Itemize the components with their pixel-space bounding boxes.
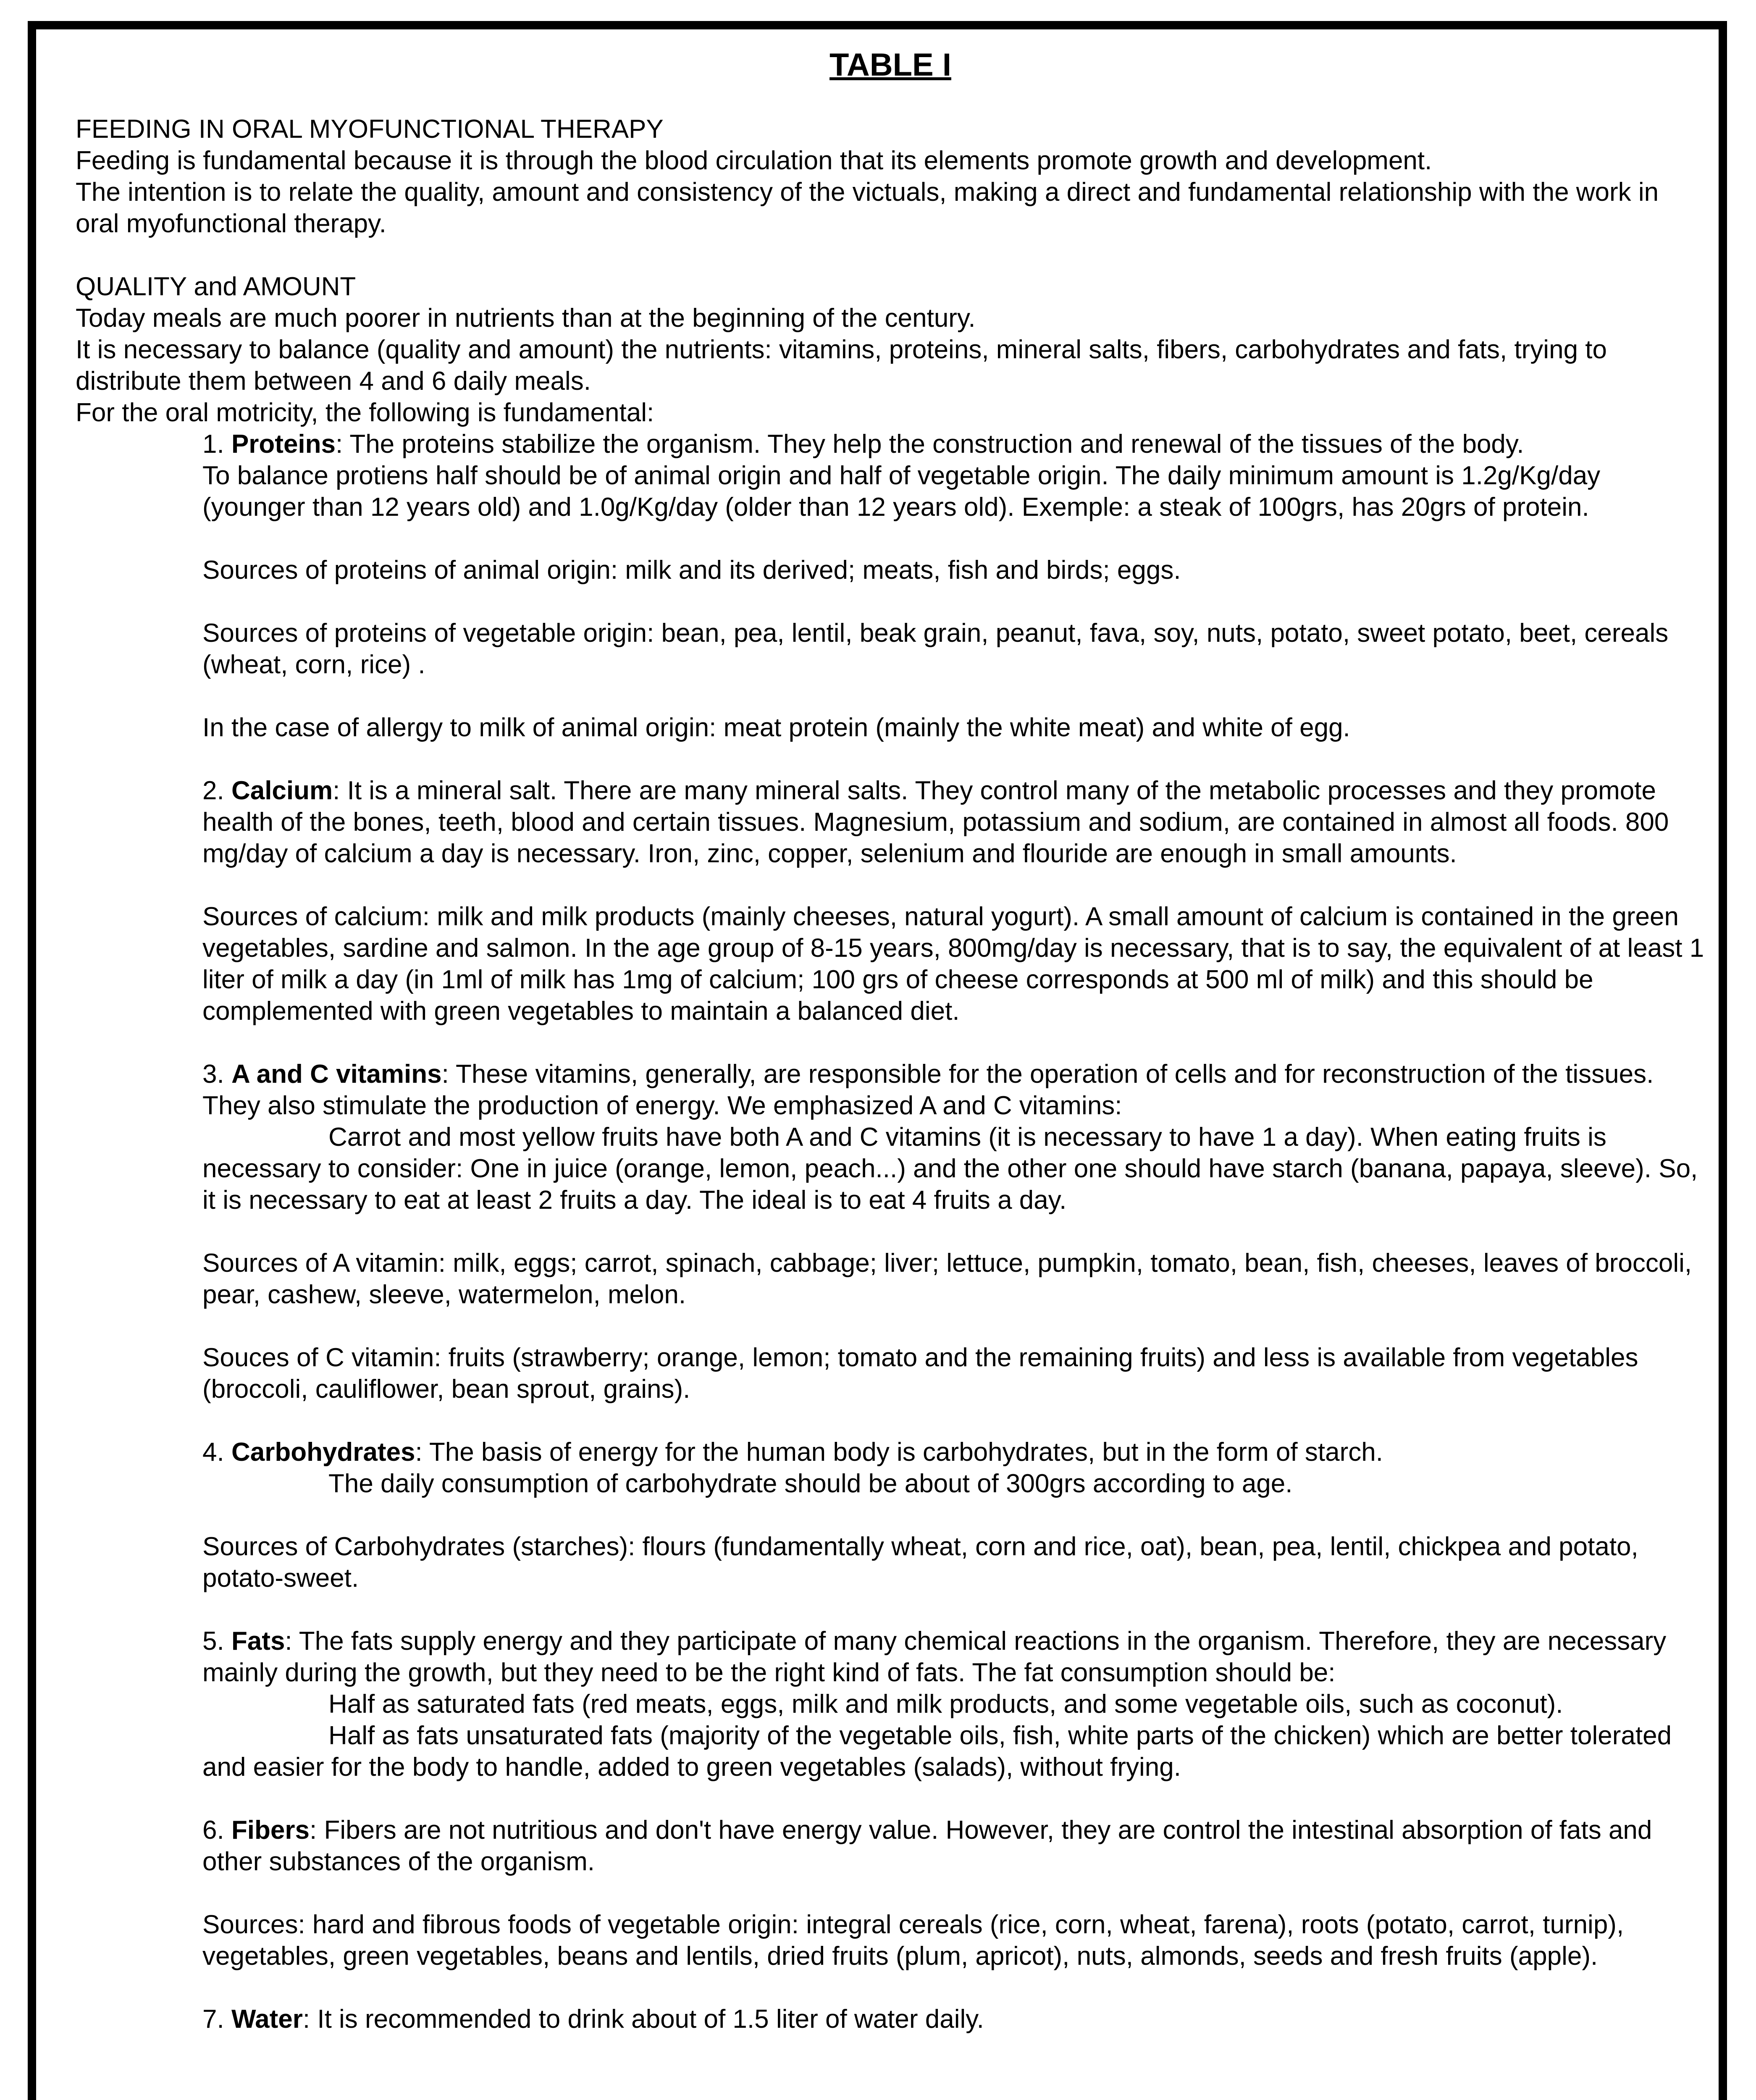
- item-paragraph: Carrot and most yellow fruits have both A and C vitamins (it is necessary to have 1 a day). When eating fruits is necessary to consider: One in juice (orange, lemon, peach...) and the other one should have starch (banana, papaya, sleeve). So, it is necessary to eat at least 2 fruits a day. The ideal is to eat 4 fruits a day.: [202, 1123, 1698, 1215]
- item-paragraph: The daily consumption of carbohydrate should be about of 300grs according to age.: [328, 1469, 1293, 1498]
- item-label: Fats: [231, 1627, 285, 1656]
- section-heading-quality: QUALITY and AMOUNT: [76, 272, 356, 301]
- page-title: TABLE I: [829, 47, 951, 83]
- item-calcium: 2. Calcium: It is a mineral salt. There are many mineral salts. They control many of the metabolic processes and they promote health of the bones, teeth, blood and certain tissues. Magnesium, potassium and sodium, are contained in almost all foods. 800 mg/day of calcium a day is necessary. Iron, zinc, copper, selenium and flouride are enough in small amounts.: [202, 776, 1669, 868]
- item-paragraph: Sources of proteins of vegetable origin: bean, pea, lentil, beak grain, peanut, fava, soy, nuts, potato, sweet potato, beet, cereals (wheat, corn, rice) .: [202, 619, 1669, 679]
- item-vitamins: 3. A and C vitamins: These vitamins, generally, are responsible for the operation of cells and for reconstruction of the tissues. They also stimulate the production of energy. We emphasized A and C vitamins:: [202, 1060, 1654, 1120]
- item-fats: 5. Fats: The fats supply energy and they participate of many chemical reactions in the organism. Therefore, they are necessary mainly during the growth, but they need to be the right kind of fats. The fat consumption should be:: [202, 1627, 1667, 1687]
- item-water: 7. Water: It is recommended to drink about of 1.5 liter of water daily.: [202, 2005, 984, 2034]
- quality-paragraph: For the oral motricity, the following is fundamental:: [76, 398, 654, 427]
- item-label: Water: [231, 2005, 303, 2034]
- quality-paragraph: It is necessary to balance (quality and amount) the nutrients: vitamins, proteins, mineral salts, fibers, carbohydrates and fats, trying to distribute them between 4 and 6 daily meals.: [76, 335, 1607, 396]
- item-label: A and C vitamins: [231, 1060, 442, 1089]
- item-label: Calcium: [231, 776, 333, 805]
- section-heading-feeding: FEEDING IN ORAL MYOFUNCTIONAL THERAPY: [76, 115, 664, 144]
- item-paragraph: Sources of A vitamin: milk, eggs; carrot, spinach, cabbage; liver; lettuce, pumpkin, tomato, bean, fish, cheeses, leaves of broccoli, pear, cashew, sleeve, watermelon, melon.: [202, 1249, 1692, 1309]
- item-paragraph: Sources of Carbohydrates (starches): flours (fundamentally wheat, corn and rice, oat), bean, pea, lentil, chickpea and potato, potato-sweet.: [202, 1532, 1638, 1593]
- item-paragraph: Sources of calcium: milk and milk products (mainly cheeses, natural yogurt). A small amount of calcium is contained in the green vegetables, sardine and salmon. In the age group of 8-15 years, 800mg/day is necessary, that is to say, the equivalent of at least 1 liter of milk a day (in 1ml of milk has 1mg of calcium; 100 grs of cheese corresponds at 500 ml of milk) and this should be complemented with green vegetables to maintain a balanced diet.: [202, 902, 1704, 1026]
- item-label: Proteins: [231, 430, 336, 459]
- intro-paragraph: The intention is to relate the quality, amount and consistency of the victuals, making a direct and fundamental relationship with the work in oral myofunctional therapy.: [76, 178, 1659, 238]
- item-paragraph: Sources: hard and fibrous foods of vegetable origin: integral cereals (rice, corn, wheat, farena), roots (potato, carrot, turnip), vegetables, green vegetables, beans and lentils, dried fruits (plum, apricot), nuts, almonds, seeds and fresh fruits (apple).: [202, 1910, 1624, 1971]
- item-paragraph: Sources of proteins of animal origin: milk and its derived; meats, fish and birds; eggs.: [202, 556, 1181, 585]
- intro-paragraph: Feeding is fundamental because it is through the blood circulation that its elements promote growth and development.: [76, 146, 1432, 175]
- quality-paragraph: Today meals are much poorer in nutrients than at the beginning of the century.: [76, 304, 976, 333]
- item-paragraph: Half as saturated fats (red meats, eggs, milk and milk products, and some vegetable oils, such as coconut).: [328, 1690, 1563, 1719]
- item-paragraph: Souces of C vitamin: fruits (strawberry; orange, lemon; tomato and the remaining fruits) and less is available from vegetables (broccoli, cauliflower, bean sprout, grains).: [202, 1343, 1638, 1404]
- item-paragraph: To balance protiens half should be of animal origin and half of vegetable origin. The daily minimum amount is 1.2g/Kg/day (younger than 12 years old) and 1.0g/Kg/day (older than 12 years old). Exemple: a steak of 100grs, has 20grs of protein.: [202, 461, 1601, 522]
- item-carbohydrates: 4. Carbohydrates: The basis of energy for the human body is carbohydrates, but in the form of starch.: [202, 1438, 1383, 1467]
- nutrient-list: [202, 428, 1705, 2035]
- document-body: [76, 46, 1705, 2035]
- item-label: Carbohydrates: [231, 1438, 415, 1467]
- item-proteins: 1. Proteins: The proteins stabilize the organism. They help the construction and renewal of the tissues of the body.: [202, 430, 1524, 459]
- item-paragraph: Half as fats unsaturated fats (majority of the vegetable oils, fish, white parts of the chicken) which are better tolerated and easier for the body to handle, added to green vegetables (salads), without frying.: [202, 1721, 1672, 1782]
- item-label: Fibers: [231, 1816, 310, 1845]
- item-fibers: 6. Fibers: Fibers are not nutritious and don't have energy value. However, they are control the intestinal absorption of fats and other substances of the organism.: [202, 1816, 1652, 1876]
- item-paragraph: In the case of allergy to milk of animal origin: meat protein (mainly the white meat) and white of egg.: [202, 713, 1350, 742]
